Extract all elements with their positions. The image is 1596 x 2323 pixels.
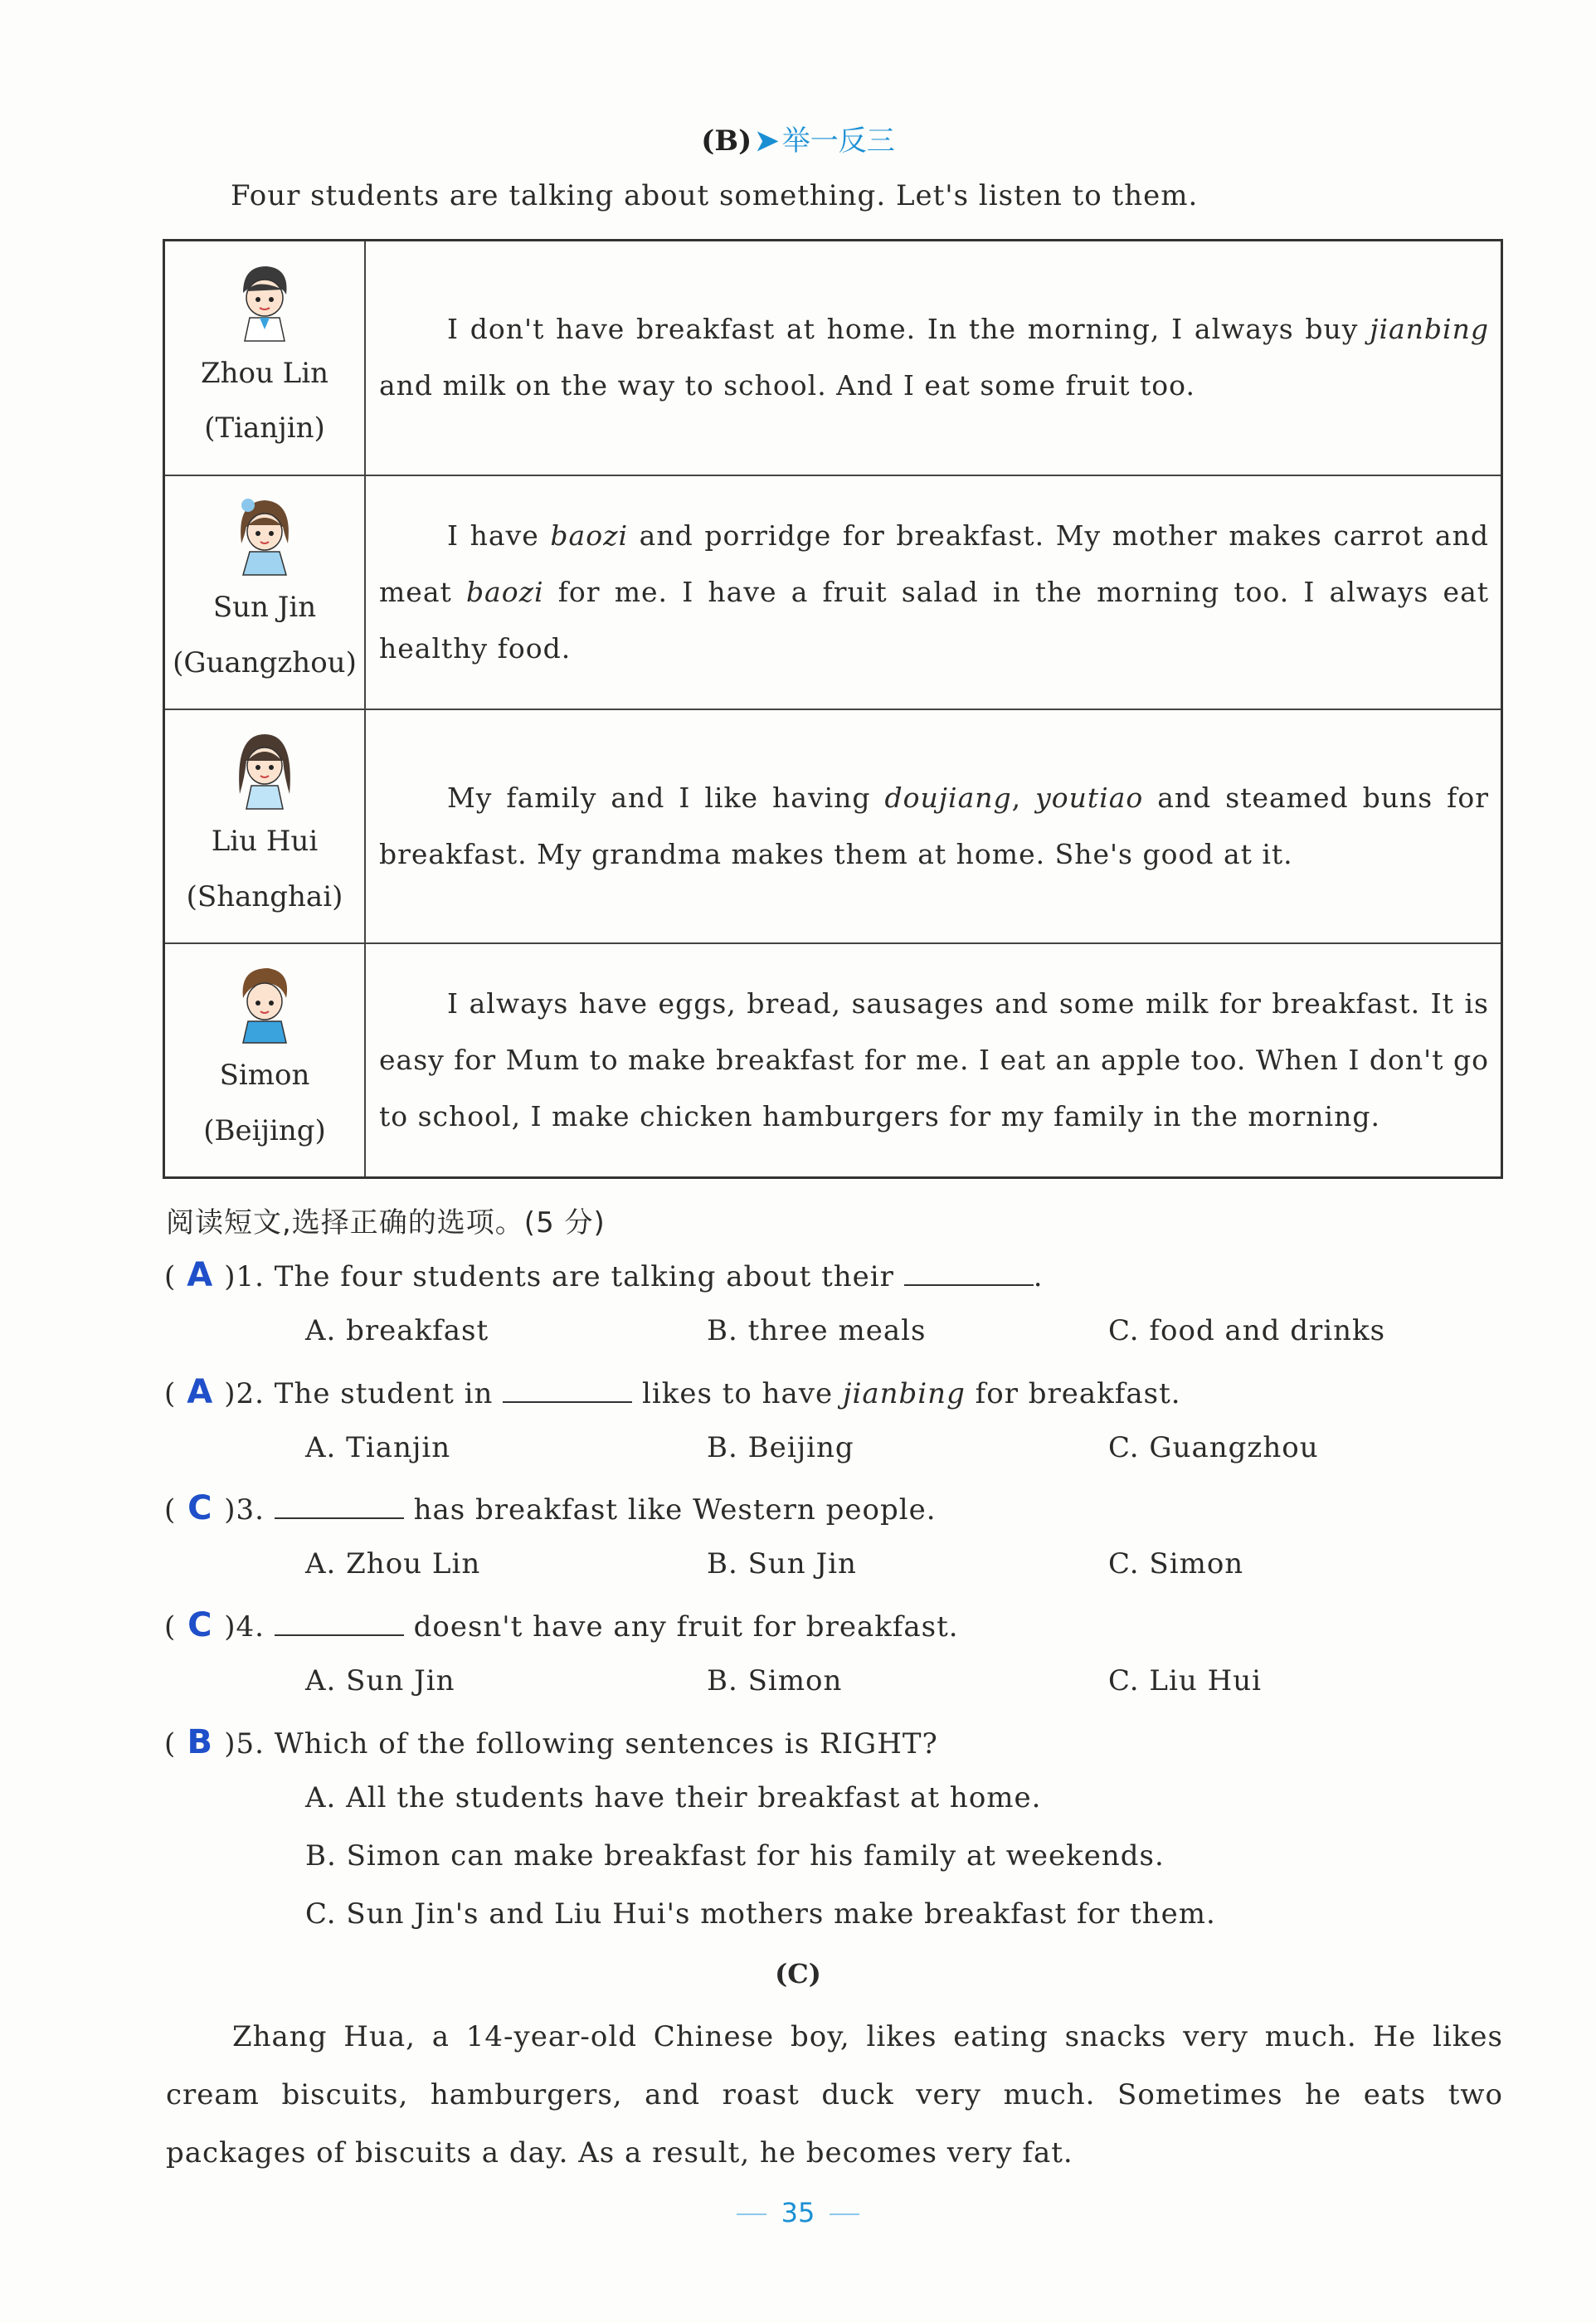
option-a: A. Sun Jin [305, 1664, 455, 1697]
answer-5: B [187, 1723, 214, 1761]
option-c: C. Guangzhou [1108, 1431, 1319, 1464]
section-c-heading: (C) [775, 1958, 821, 1989]
option-c: C. Sun Jin's and Liu Hui's mothers make breakfast for them. [305, 1897, 1216, 1931]
students-table [163, 239, 1503, 1179]
option-a: A. Zhou Lin [305, 1547, 481, 1580]
question-5: ( B )5. Which of the following sentences is RIGHT? [164, 1723, 938, 1761]
table-row [164, 475, 1502, 709]
intro-sentence: Four students are talking about something. Let's listen to them. [231, 179, 1199, 212]
student-statement: I don't have breakfast at home. In the morning, I always buy jianbing and milk on the way to school. And I eat some fruit too. [365, 241, 1502, 475]
girl-avatar-icon [231, 494, 298, 577]
answer-1: A [187, 1256, 214, 1294]
option-b: B. Beijing [707, 1431, 854, 1464]
answer-blank [503, 1378, 632, 1403]
student-name: Simon [219, 1059, 310, 1093]
student-name: Liu Hui [211, 825, 319, 859]
student-name: Sun Jin [212, 591, 317, 625]
passage-c: Zhang Hua, a 14-year-old Chinese boy, likes eating snacks very much. He likes cream biscuits, hamburgers, and roast duck very much. Sometimes he eats two packages of biscuits a day. As a result, he becomes very fat. [166, 2020, 1503, 2170]
option-a: A. Tianjin [305, 1431, 451, 1464]
option-b: B. Sun Jin [707, 1547, 857, 1580]
answer-blank [275, 1494, 404, 1519]
student-statement: My family and I like having doujiang, youtiao and steamed buns for breakfast. My grandma makes them at home. She's good at it. [365, 709, 1502, 943]
section-b-subtitle: 举一反三 [781, 124, 895, 158]
table-row [164, 241, 1502, 475]
option-c: C. food and drinks [1108, 1314, 1386, 1347]
option-b: B. Simon can make breakfast for his family at weekends. [305, 1839, 1165, 1873]
student-name: Zhou Lin [200, 356, 329, 390]
boy-avatar-icon [231, 260, 298, 343]
student-cell [164, 709, 366, 943]
student-statement: I always have eggs, bread, sausages and some milk for breakfast. It is easy for Mum to make breakfast for me. I eat an apple too. When I don't go to school, I make chicken hamburgers for my family in the morning. [365, 943, 1502, 1178]
instruction: 阅读短文,选择正确的选项。(5 分) [166, 1206, 606, 1239]
option-c: C. Liu Hui [1108, 1664, 1262, 1697]
student-city: (Guangzhou) [173, 645, 357, 679]
option-c: C. Simon [1108, 1547, 1244, 1580]
divider [737, 2213, 766, 2215]
section-b-label: (B) [701, 124, 752, 158]
boy-avatar-icon [231, 962, 298, 1045]
option-a: A. All the students have their breakfast at home. [305, 1781, 1042, 1814]
table-row [164, 943, 1502, 1178]
question-3: ( C )3. has breakfast like Western people. [164, 1489, 937, 1527]
option-b: B. three meals [707, 1314, 927, 1347]
student-statement: I have baozi and porridge for breakfast. My mother makes carrot and meat baozi for me. I have a fruit salad in the morning too. I always eat healthy food. [365, 475, 1502, 709]
question-2: ( A )2. The student in likes to have jianbing for breakfast. [164, 1373, 1181, 1411]
girl-avatar-icon [231, 728, 298, 811]
student-city: (Beijing) [203, 1113, 326, 1147]
answer-4: C [187, 1606, 213, 1644]
section-b-heading [0, 118, 1596, 158]
student-cell [164, 475, 366, 709]
page-number: 35 [0, 2197, 1596, 2228]
student-cell [164, 943, 366, 1178]
arrow-icon: ➤ [755, 124, 779, 158]
student-city: (Shanghai) [186, 879, 343, 913]
answer-3: C [187, 1489, 213, 1527]
question-1: ( A )1. The four students are talking about their . [164, 1256, 1044, 1294]
student-city: (Tianjin) [204, 412, 325, 446]
answer-2: A [187, 1373, 214, 1411]
student-cell [164, 241, 366, 475]
option-a: A. breakfast [305, 1314, 489, 1347]
answer-blank [275, 1611, 404, 1636]
answer-blank [904, 1261, 1034, 1286]
option-b: B. Simon [707, 1664, 843, 1697]
divider [830, 2213, 859, 2215]
question-4: ( C )4. doesn't have any fruit for breakfast. [164, 1606, 959, 1644]
table-row [164, 709, 1502, 943]
